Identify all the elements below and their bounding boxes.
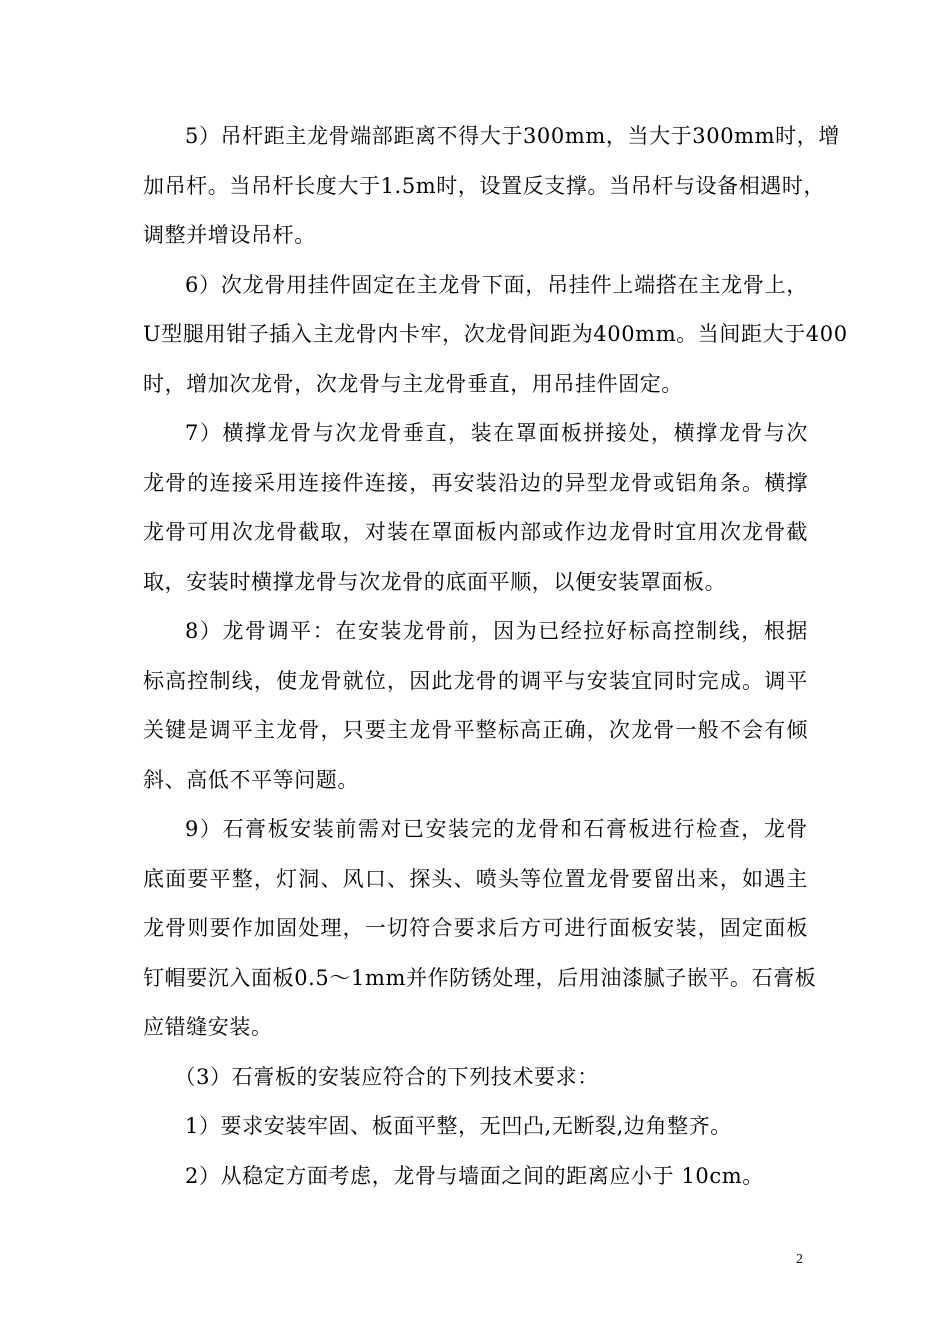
text-line: （3）石膏板的安装应符合的下列技术要求： bbox=[174, 1064, 599, 1089]
paragraph-step-9 bbox=[143, 805, 817, 1053]
requirement-item-1 bbox=[143, 1102, 808, 1152]
text-line: 应错缝安装。 bbox=[143, 1015, 273, 1039]
text-line: 6）次龙骨用挂件固定在主龙骨下面，吊挂件上端搭在主龙骨上， bbox=[185, 272, 808, 297]
text-line: 底面要平整，灯洞、风口、探头、喷头等位置龙骨要留出来，如遇主 bbox=[143, 866, 808, 891]
text-line: 钉帽要沉入面板0.5～1mm并作防锈处理，后用油漆腻子嵌平。石膏板 bbox=[143, 965, 817, 990]
text-line: U型腿用钳子插入主龙骨内卡牢，次龙骨间距为400mm。当间距大于400 bbox=[143, 322, 848, 346]
text-line: 关键是调平主龙骨，只要主龙骨平整标高正确，次龙骨一般不会有倾 bbox=[143, 718, 808, 742]
page-number: 2 bbox=[796, 1252, 803, 1267]
text-line: 9）石膏板安装前需对已安装完的龙骨和石膏板进行检查，龙骨 bbox=[185, 817, 808, 841]
text-line: 1）要求安装牢固、板面平整，无凹凸,无断裂,边角整齐。 bbox=[185, 1114, 732, 1138]
text-line: 调整并增设吊杆。 bbox=[143, 223, 316, 247]
text-line: 取，安装时横撑龙骨与次龙骨的底面平顺，以便安装罩面板。 bbox=[143, 569, 727, 594]
document-body bbox=[143, 112, 848, 1201]
text-line: 斜、高低不平等问题。 bbox=[143, 767, 359, 792]
text-line: 龙骨的连接采用连接件连接，再安装沿边的异型龙骨或铝角条。横撑 bbox=[143, 470, 808, 495]
requirement-item-2 bbox=[143, 1152, 808, 1202]
text-line: 龙骨可用次龙骨截取，对装在罩面板内部或作边龙骨时宜用次龙骨截 bbox=[143, 520, 808, 544]
paragraph-step-6 bbox=[143, 261, 848, 410]
paragraph-step-8 bbox=[143, 607, 808, 805]
text-line: 标高控制线，使龙骨就位，因此龙骨的调平与安装宜同时完成。调平 bbox=[143, 668, 808, 693]
text-line: 时，增加次龙骨，次龙骨与主龙骨垂直，用吊挂件固定。 bbox=[143, 371, 683, 396]
text-line: 龙骨则要作加固处理，一切符合要求后方可进行面板安装，固定面板 bbox=[143, 916, 808, 940]
section-heading-3 bbox=[143, 1053, 808, 1103]
paragraph-step-7 bbox=[143, 409, 808, 607]
text-line: 5）吊杆距主龙骨端部距离不得大于300mm，当大于300mm时，增 bbox=[185, 124, 840, 148]
text-line: 7）横撑龙骨与次龙骨垂直，装在罩面板拼接处，横撑龙骨与次 bbox=[185, 421, 808, 445]
text-line: 8）龙骨调平：在安装龙骨前，因为已经拉好标高控制线，根据 bbox=[185, 619, 808, 643]
text-line: 2）从稳定方面考虑，龙骨与墙面之间的距离应小于 10cm。 bbox=[185, 1163, 764, 1188]
text-line: 加吊杆。当吊杆长度大于1.5m时，设置反支撑。当吊杆与设备相遇时， bbox=[143, 173, 826, 198]
paragraph-step-5 bbox=[143, 112, 840, 261]
